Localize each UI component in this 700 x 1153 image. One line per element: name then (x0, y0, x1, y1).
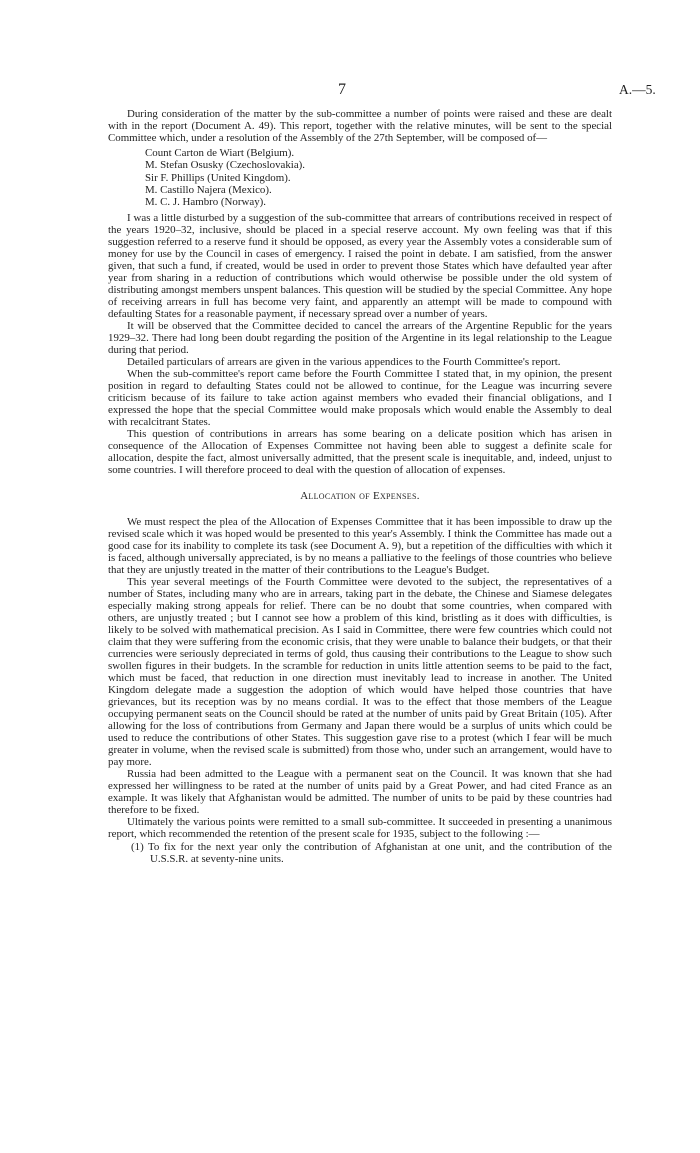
committee-member-list (145, 147, 612, 208)
paragraph: During consideration of the matter by the sub-committee a number of points were raised and these are dealt with in the report (Document A. 49). This report, together with the relative minutes, will be sent to the special Committee which, under a resolution of the Assembly of the 27th September, will be composed of— (108, 108, 612, 144)
document-reference: A.—5. (619, 82, 656, 97)
list-item: (1) To fix for the next year only the contribution of Afghanistan at one unit, and the contribution of the U.S.S.R. at seventy-nine units. (131, 841, 612, 866)
paragraph: We must respect the plea of the Allocation of Expenses Committee that it has been impossible to draw up the revised scale which it was hoped would be presented to this year's Assembly. I think the Committee has made out a good case for its inability to complete its task (see Document A. 9), but a repetition of the difficulties with which it is faced, although universally appreciated, is by no means a palliative to the feelings of those countries who believe that they are unjustly treated in the matter of their contributions to the League's Budget. (108, 516, 612, 577)
section-heading: Allocation of Expenses. (300, 490, 420, 503)
paragraph: Russia had been admitted to the League with a permanent seat on the Council. It was known that she had expressed her willingness to be rated at the number of units paid by a Great Power, and had cited France as an example. It was likely that Afghanistan would be admitted. The number of units to be paid by these countries had therefore to be fixed. (108, 768, 612, 817)
paragraph: Ultimately the various points were remitted to a small sub-committee. It succeeded in presenting a unanimous report, which recommended the retention of the present scale for 1935, subject to the following :— (108, 816, 612, 841)
committee-member: Sir F. Phillips (United Kingdom). (145, 171, 291, 184)
paragraph: This year several meetings of the Fourth Committee were devoted to the subject, the representatives of a number of States, including many who are in arrears, taking part in the debate, the Chinese and Siamese delegates especially making strong appeals for relief. There can be no doubt that some countries, when compared with others, are unjustly treated ; but I cannot see how a problem of this kind, bristling as it does with difficulties, is likely to be solved with mathematical precision. As I said in Committee, there were few countries which could not claim that they were suffering from the economic crisis, that they were unable to balance their budgets, or that their currencies were seriously depreciated in terms of gold, thus causing their contributions to the League to show such swollen figures in their budgets. In the scramble for reduction in units little attention seems to be paid to the fact, which must be faced, that reduction in one direction must inevitably lead to increase in another. The United Kingdom delegate made a suggestion the adoption of which would have helped those countries that have grievances, but its reception was by no means cordial. It was to the effect that those members of the League occupying permanent seats on the Council should be rated at the number of units paid by Great Britain (105). After allowing for the loss of contributions from Germany and Japan there would be a surplus of units which could be used to reduce the contributions of other States. This suggestion gave rise to a protest (which I fear will be much greater in volume, when the revised scale is submitted) from those who, under such an arrangement, would have to pay more. (108, 576, 612, 769)
paragraph: Detailed particulars of arrears are given in the various appendices to the Fourth Committee's report. (127, 356, 561, 369)
committee-member: M. C. J. Hambro (Norway). (145, 196, 266, 209)
committee-member: M. Castillo Najera (Mexico). (145, 183, 272, 196)
committee-member: Count Carton de Wiart (Belgium). (145, 147, 295, 159)
paragraph: When the sub-committee's report came before the Fourth Committee I stated that, in my opinion, the present position in regard to defaulting States could not be allowed to continue, for the League was incurring severe criticism because of its failure to take action against members who evaded their financial obligations, and I expressed the hope that the special Committee would make proposals which would enable the Assembly to deal with recalcitrant States. (108, 368, 612, 429)
page-number: 7 (338, 81, 346, 98)
paragraph: I was a little disturbed by a suggestion of the sub-committee that arrears of contributions received in respect of the years 1920–32, inclusive, should be placed in a special reserve account. My own feeling was that if this suggestion referred to a reserve fund it should be opposed, as every year the Assembly votes a considerable sum of money for use by the Council in cases of emergency. I raised the point in debate. I am satisfied, from the answer given, that such a fund, if created, would be used in order to prevent those States which have defaulted year after year from sharing in a reduction of contributions which would otherwise be possible under the old system of distributing amongst members unspent balances. This question will be studied by the special Committee. Any hope of receiving arrears in full has become very faint, and apparently an attempt will be made to compound with defaulting States for a reasonable payment, if necessary spread over a number of years. (108, 212, 612, 321)
paragraph: It will be observed that the Committee decided to cancel the arrears of the Argentine Republic for the years 1929–32. There had long been doubt regarding the position of the Argentine in its legal relationship to the League during that period. (108, 320, 612, 357)
paragraph: This question of contributions in arrears has some bearing on a delicate position which has arisen in consequence of the Allocation of Expenses Committee not having been able to suggest a definite scale for allocation, despite the fact, almost universally admitted, that the present scale is inequitable, and, indeed, unjust to some countries. I will therefore proceed to deal with the question of allocation of expenses. (108, 428, 612, 477)
committee-member: M. Stefan Osusky (Czechoslovakia). (145, 159, 305, 172)
document-body (108, 108, 612, 865)
